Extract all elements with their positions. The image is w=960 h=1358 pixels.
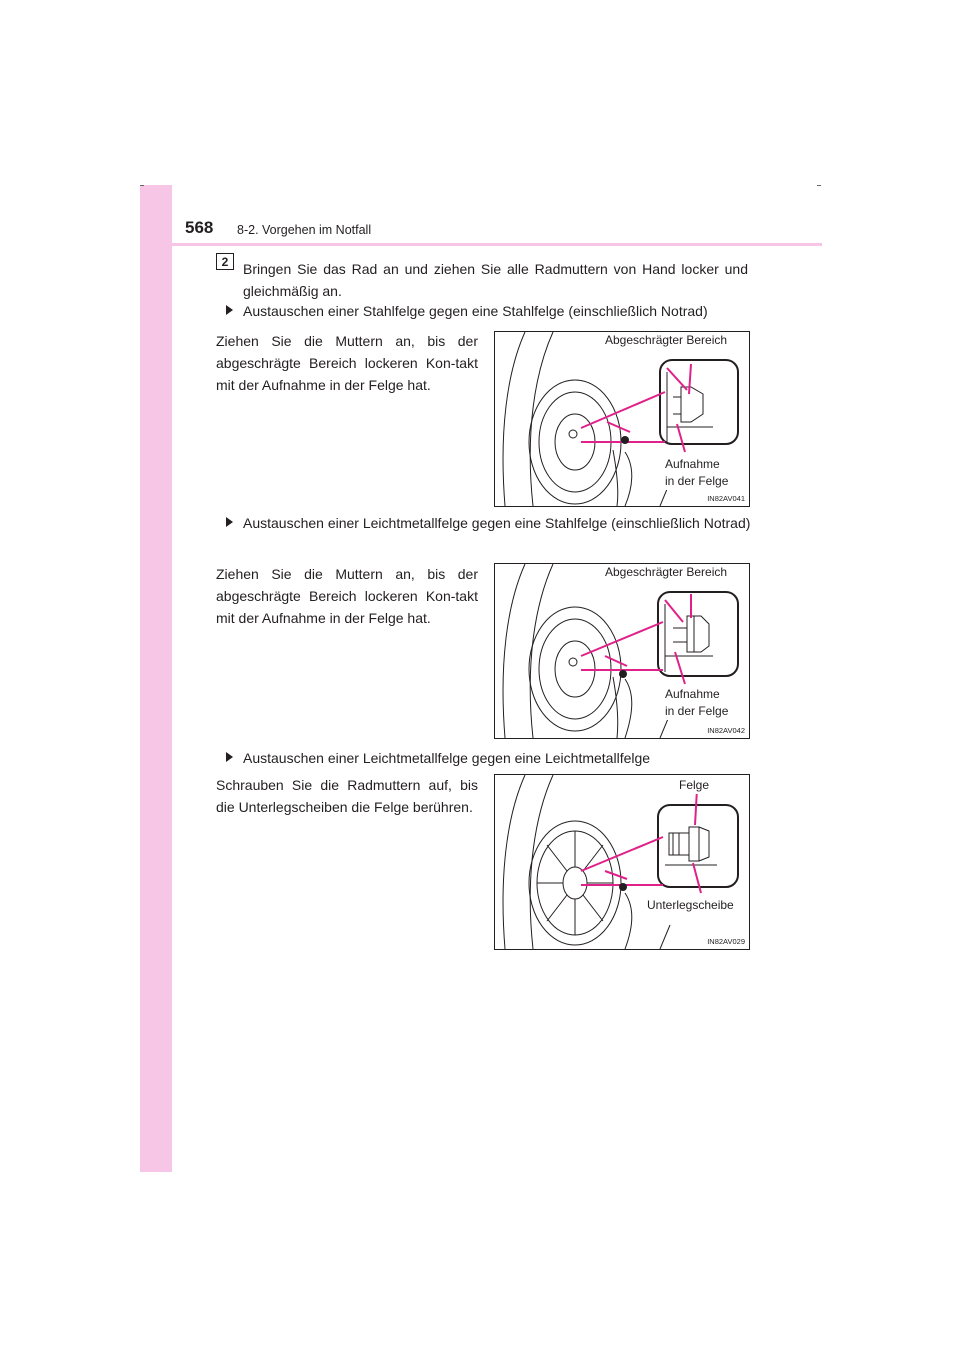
case-heading-alloy-steel (226, 512, 751, 534)
case-body-text: Ziehen Sie die Muttern an, bis der abgeschrägte Bereich lockeren Kon-takt mit der Aufnahme in der Felge hat. (216, 566, 478, 626)
figure-alloy-alloy (494, 774, 750, 950)
figure-alloy-steel (494, 563, 750, 739)
crop-mark (140, 185, 144, 186)
figure-label-chamfer: Abgeschrägter Bereich (605, 333, 728, 347)
step-number-badge: 2 (216, 253, 234, 270)
section-title: 8-2. Vorgehen im Notfall (237, 223, 372, 237)
figure-label-chamfer: Abgeschrägter Bereich (605, 565, 728, 579)
wheel-nut-illustration (495, 775, 749, 949)
case-heading-steel-steel (226, 300, 751, 322)
case-heading-text: Austauschen einer Stahlfelge gegen eine Stahlfelge (einschließlich Notrad) (243, 303, 708, 319)
figure-label-washer: Unterlegscheibe (647, 898, 734, 912)
triangle-bullet-icon (226, 305, 233, 315)
figure-steel-steel (494, 331, 750, 507)
triangle-bullet-icon (226, 517, 233, 527)
case-heading-text: Austauschen einer Leichtmetallfelge gegen eine Leichtmetallfelge (243, 750, 651, 766)
page-number: 568 (185, 218, 214, 237)
case-body-text: Ziehen Sie die Muttern an, bis der abgeschrägte Bereich lockeren Kon-takt mit der Aufnahme in der Felge hat. (216, 333, 478, 393)
triangle-bullet-icon (226, 752, 233, 762)
figure-code: IN82AV041 (707, 494, 745, 503)
crop-mark (817, 185, 821, 186)
figure-label-rim: Felge (679, 778, 710, 792)
case-body-text: Schrauben Sie die Radmuttern auf, bis die Unterlegscheiben die Felge berühren. (216, 777, 478, 815)
figure-label-seat: Aufnahme in der Felge (665, 457, 729, 488)
chapter-side-band (140, 185, 172, 1172)
figure-code: IN82AV042 (707, 726, 745, 735)
figure-label-seat: Aufnahme in der Felge (665, 687, 729, 718)
case-heading-alloy-alloy (226, 747, 751, 769)
step-text: Bringen Sie das Rad an und ziehen Sie alle Radmuttern von Hand locker und gleichmäßig an. (243, 261, 748, 299)
header-rule (140, 243, 822, 246)
figure-code: IN82AV029 (707, 937, 745, 946)
case-heading-text: Austauschen einer Leichtmetallfelge gegen eine Stahlfelge (einschließlich Notrad) (243, 515, 751, 531)
